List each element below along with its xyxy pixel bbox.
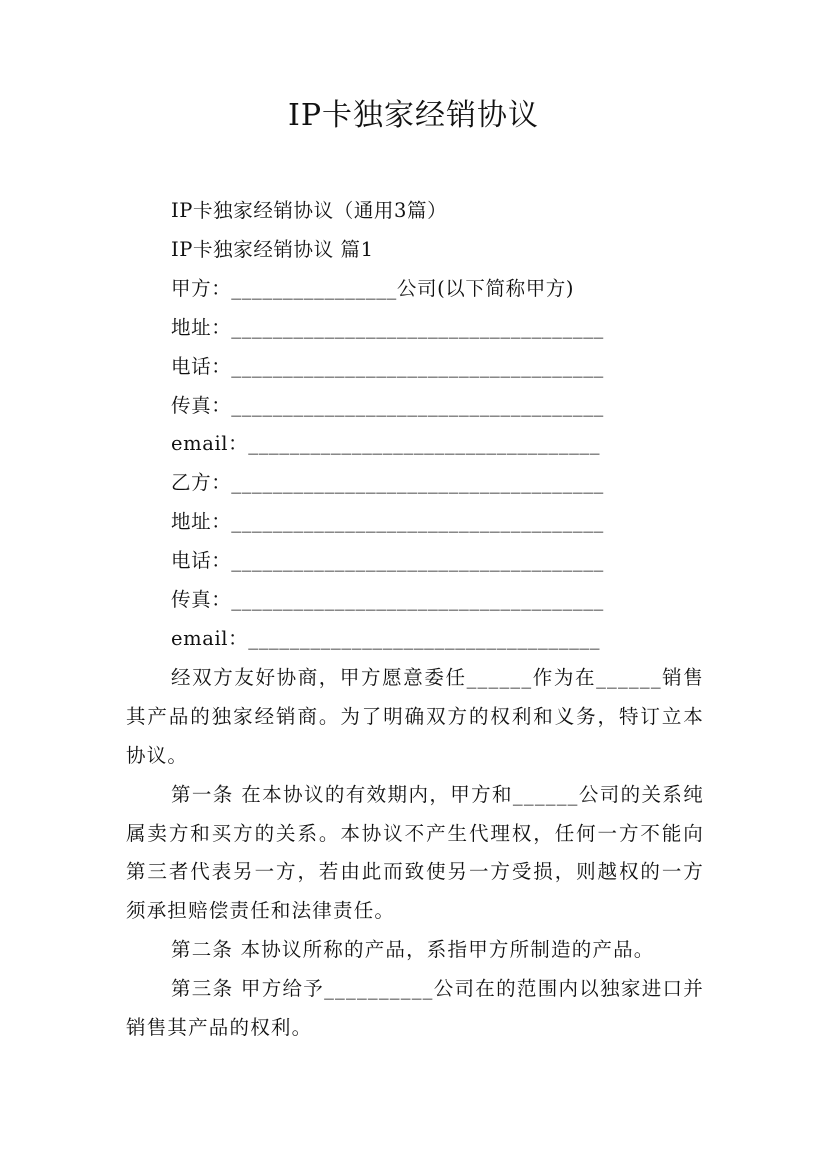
subtitle: IP卡独家经销协议（通用3篇） <box>171 199 448 222</box>
intro-paragraph: 经双方友好协商，甲方愿意委任______作为在______销售其产品的独家经销商。为了明确双方的权利和义务，特订立本协议。 <box>126 665 704 767</box>
party-a-phone-line: 电话：____________________________________ <box>171 354 604 378</box>
party-a-address-line: 地址：____________________________________ <box>171 315 604 339</box>
section-heading: IP卡独家经销协议 篇1 <box>171 237 374 261</box>
document-title: IP卡独家经销协议 <box>287 98 540 133</box>
party-b-name-line: 乙方：____________________________________ <box>171 471 604 495</box>
party-a-name-line: 甲方：________________公司(以下简称甲方) <box>171 276 575 300</box>
article-2-paragraph: 第二条 本协议所称的产品，系指甲方所制造的产品。 <box>171 938 655 962</box>
party-b-fax-line: 传真：____________________________________ <box>171 588 604 612</box>
party-a-fax-line: 传真：____________________________________ <box>171 393 604 417</box>
party-b-phone-line: 电话：____________________________________ <box>171 549 604 573</box>
article-3-paragraph: 第三条 甲方给予__________公司在的范围内以独家进口并销售其产品的权利。 <box>126 977 704 1040</box>
party-a-email-line: email：__________________________________ <box>171 432 601 456</box>
document-body <box>126 192 704 1048</box>
party-b-address-line: 地址：____________________________________ <box>171 510 604 534</box>
article-1-paragraph: 第一条 在本协议的有效期内，甲方和______公司的关系纯属卖方和买方的关系。本协议不产生代理权，任何一方不能向第三者代表另一方，若由此而致使另一方受损，则越权的一方须承担赔偿责任和法律责任。 <box>126 782 704 923</box>
party-b-email-line: email：__________________________________ <box>171 626 601 650</box>
